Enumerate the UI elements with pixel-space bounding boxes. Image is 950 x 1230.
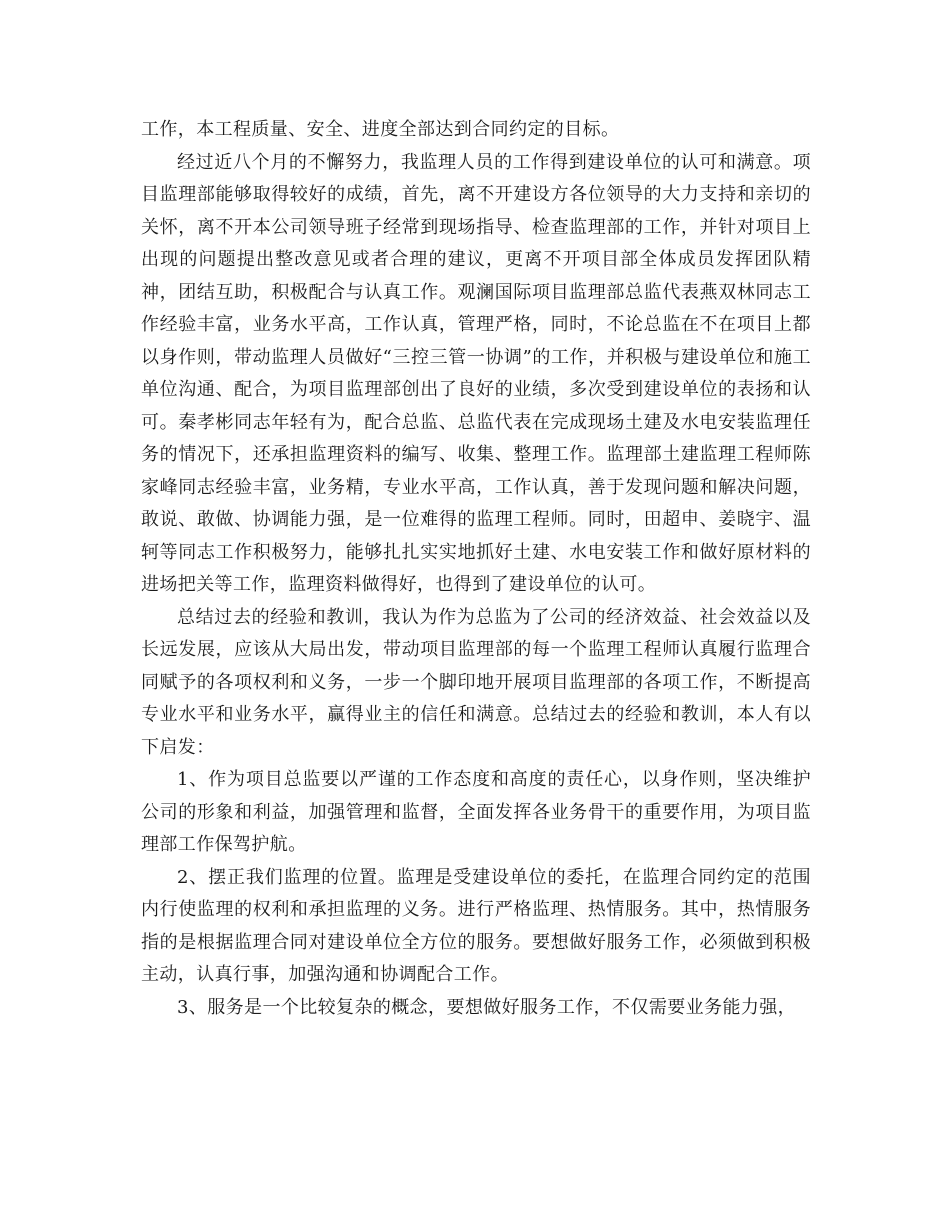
document-body — [141, 114, 811, 1024]
paragraph-lessons-summary: 总结过去的经验和教训，我认为作为总监为了公司的经济效益、社会效益以及长远发展，应该从大局出发，带动项目监理部的每一个监理工程师认真履行监理合同赋予的各项权利和义务，一步一个脚印地开展项目监理部的各项工作，不断提高专业水平和业务水平，赢得业主的信任和满意。总结过去的经验和教训，本人有以下启发： — [141, 606, 811, 758]
paragraph-point-1: 1、作为项目总监要以严谨的工作态度和高度的责任心，以身作则，坚决维护公司的形象和利益，加强管理和监督，全面发挥各业务骨干的重要作用，为项目监理部工作保驾护航。 — [141, 769, 811, 855]
paragraph-point-2: 2、摆正我们监理的位置。监理是受建设单位的委托，在监理合同约定的范围内行使监理的权利和承担监理的义务。进行严格监理、热情服务。其中，热情服务指的是根据监理合同对建设单位全方位的服务。要想做好服务工作，必须做到积极主动，认真行事，加强沟通和协调配合工作。 — [141, 866, 811, 985]
paragraph-acknowledgements: 经过近八个月的不懈努力，我监理人员的工作得到建设单位的认可和满意。项目监理部能够取得较好的成绩，首先，离不开建设方各位领导的大力支持和亲切的关怀，离不开本公司领导班子经常到现场指导、检查监理部的工作，并针对项目上出现的问题提出整改意见或者合理的建议，更离不开项目部全体成员发挥团队精神，团结互助，积极配合与认真工作。观澜国际项目监理部总监代表燕双林同志工作经验丰富，业务水平高，工作认真，管理严格，同时，不论总监在不在项目上都以身作则，带动监理人员做好“三控三管一协调”的工作，并积极与建设单位和施工单位沟通、配合，为项目监理部创出了良好的业绩，多次受到建设单位的表扬和认可。秦孝彬同志年轻有为，配合总监、总监代表在完成现场土建及水电安装监理任务的情况下，还承担监理资料的编写、收集、整理工作。监理部土建监理工程师陈家峰同志经验丰富，业务精，专业水平高，工作认真，善于发现问题和解决问题，敢说、敢做、协调能力强，是一位难得的监理工程师。同时，田超申、姜晓宇、温轲等同志工作积极努力，能够扎扎实实地抓好土建、水电安装工作和做好原材料的进场把关等工作，监理资料做得好，也得到了建设单位的认可。 — [141, 151, 811, 595]
paragraph-point-3: 3、服务是一个比较复杂的概念，要想做好服务工作，不仅需要业务能力强， — [177, 996, 797, 1018]
paragraph-continuation: 工作，本工程质量、安全、进度全部达到合同约定的目标。 — [141, 119, 620, 140]
